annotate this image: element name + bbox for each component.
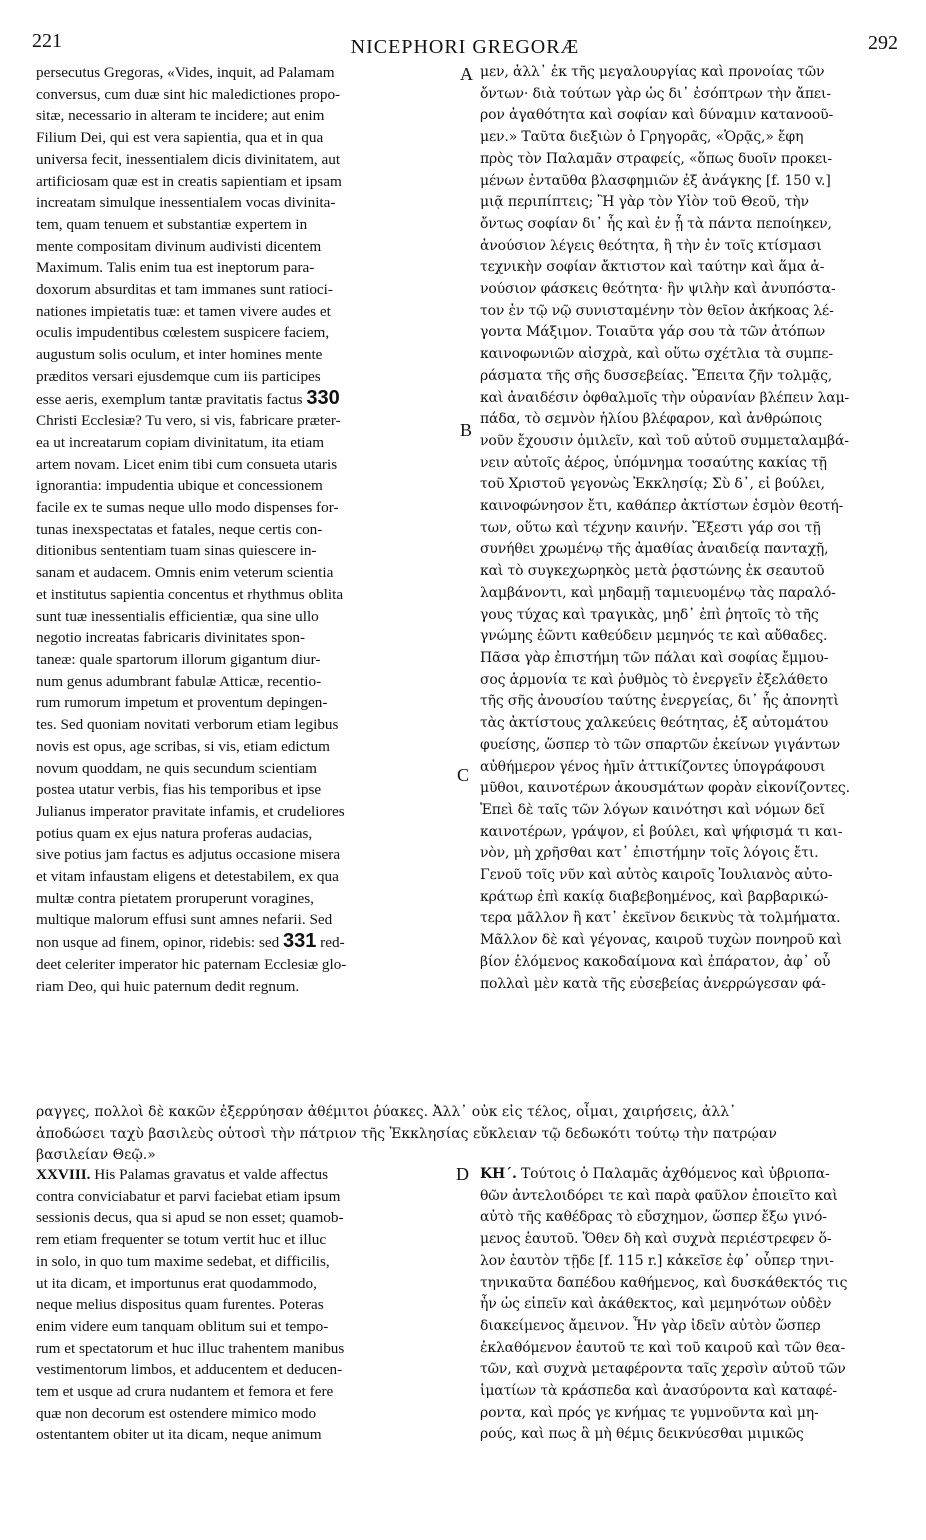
latin-bottom-line: rem etiam frequenter se totum vertit huc et illuc (36, 1231, 327, 1249)
greek-line: νειν αὐτοῖς ἀέρος, ὑπόμνημα τοσαύτης κακίας τῇ (480, 454, 827, 471)
greek-line: τὰς ἀκτίστους χαλκεύεις θεότητας, ἐξ αὐτομάτου (480, 715, 829, 732)
greek-bottom-line: μενος ἑαυτοῦ. Ὅθεν δὴ καὶ συχνὰ περιέστρεφεν ὅ- (480, 1231, 832, 1248)
greek-line: ὄντως σοφίαν δι᾽ ἧς καὶ ἐν ᾗ τὰ πάντα πεποίηκεν, (480, 215, 832, 232)
latin-line: tes. Sed quoniam novitati verborum etiam legibus (36, 716, 339, 734)
latin-line: tunas inexspectatas et fatales, neque certis con- (36, 520, 323, 538)
latin-bottom-line: neque melius dispositus quam furentes. Poteras (36, 1296, 324, 1314)
greek-line: τοῦ Χριστοῦ γεγονὼς Ἐκκλησίᾳ; Σὺ δ᾽, εἰ βούλει, (480, 476, 825, 493)
latin-line: taneæ: quale spartorum illorum gigantum diur- (36, 650, 321, 668)
greek-line: νούσιον φάσκεις θεότητα· ἣν ψιλὴν καὶ ἀνυπόστα- (480, 281, 836, 298)
latin-line: ditionibus sententiam tuam sinas quiescere in- (36, 542, 317, 560)
latin-line: novis est opus, age scribas, si vis, etiam edictum (36, 737, 330, 755)
latin-line: deet celeriter imperator hic paternam Ecclesiæ glo- (36, 955, 347, 973)
greek-line: λαμβάνοντι, καὶ μηδαμῇ ταμιευομένῳ τὰς παραλό- (480, 584, 836, 601)
page-number-left: 221 (32, 30, 62, 52)
greek-line: μένων ἐνταῦθα βλασφημιῶν ἐξ ἀνάγκης [f. 150 v.] (480, 172, 831, 189)
greek-line: τεχνικὴν σοφίαν ἄκτιστον καὶ ταύτην καὶ ἅμα ἀ- (480, 259, 825, 276)
section-number-latin: XXVIII. (36, 1166, 91, 1183)
latin-line: multique malorum effusi sunt amnes nefarii. Sed (36, 911, 333, 929)
greek-line: Ἐπεὶ δὲ ταῖς τῶν λόγων καινότησι καὶ νόμων δεῖ (480, 801, 825, 818)
latin-paragraph-start (36, 1164, 454, 1186)
latin-line: ignorantia: impudentia ubique et concessionem (36, 477, 323, 495)
greek-bottom-line: θῶν ἀντελοιδόρει τε καὶ παρὰ φαῦλον ἐποιεῖτο καὶ (480, 1187, 838, 1204)
latin-line: doxorum absurditas et tam immanes sunt ratioci- (36, 281, 333, 299)
latin-line: riam Deo, qui huic paternum dedit regnum. (36, 977, 300, 995)
latin-line: postea utatur verbis, fias his temporibus et ipse (36, 781, 322, 799)
latin-line: Maximum. Talis enim tua est ineptorum para- (36, 259, 315, 277)
greek-bottom-line: αὐτὸ τῆς καθέδρας τὸ εὔσχημον, ὥσπερ ἔξω γινό- (480, 1209, 827, 1226)
page-header (32, 18, 898, 58)
latin-line: tem, quam tenuem et substantiæ expertem in (36, 215, 308, 233)
latin-line: artem novam. Licet enim tibi cum consueta utaris (36, 455, 338, 473)
latin-line: artificiosam quæ est in creatis sapientiam et ipsam (36, 172, 342, 190)
latin-bottom-line: ut ita dicam, et importunus erat quodammodo, (36, 1274, 317, 1292)
greek-bottom-line: ροντα, καὶ πρός γε κνήμας τε γυμνοῦντα καὶ μη- (480, 1404, 819, 1421)
greek-line: μῦθοι, καινοτέρων ἀκουσμάτων φορὰν εἰκονίζοντες. (480, 780, 850, 797)
latin-bottom-line: contra conviciabatur et parvi faciebat etiam ipsum (36, 1187, 341, 1205)
greek-line: πάδα, τὸ σεμνὸν ἡλίου βλέφαρον, καὶ ἀνθρώποις (480, 411, 822, 428)
latin-line: facile ex te sumas neque ullo modo dispenses for- (36, 499, 339, 517)
latin-line: num genus adumbrant fabulæ Atticæ, recentio- (36, 672, 322, 690)
greek-bottom-line: διακείμενος ἄμεινον. Ἦν γὰρ ἰδεῖν αὐτὸν ὥσπερ (480, 1317, 821, 1334)
margin-letter-b: B (460, 420, 473, 440)
greek-line: γοντα Μάξιμον. Τοιαῦτα γάρ σου τὰ τῶν ἀτόπων (480, 324, 826, 341)
margin-letter-d: D (456, 1164, 469, 1184)
latin-line: et vitam infaustam eligens et detestabilem, ex qua (36, 868, 339, 886)
greek-line: των, οὕτω καὶ τέχνην καινήν. Ἔξεστι γάρ σοι τῇ (480, 519, 821, 536)
latin-bottom-line: sessionis decus, qua si apud se non esset; quamob- (36, 1209, 344, 1227)
greek-line: καινοφώνησον ἔτι, καθάπερ ἀκτίστων ἐσμὸν θεοτή- (480, 498, 844, 515)
greek-bottom-line: ἦν ὡς εἰπεῖν καὶ ἀκάθεκτος, καὶ μεμηνότων οὐδὲν (480, 1296, 832, 1313)
latin-bottom-line: rum et spectatorum et huc illuc trahentem manibus (36, 1339, 345, 1357)
greek-line: φυείσης, ὥσπερ τὸ τῶν σπαρτῶν ἐκείνων γιγάντων (480, 736, 841, 753)
greek-line: πολλαὶ μὲν κατὰ τῆς εὐσεβείας ἀνερρώγεσαν φά- (480, 975, 826, 992)
section-number-greek: ΚΗ΄. (480, 1166, 517, 1182)
latin-line: multæ contra pietatem proruperunt voragines, (36, 889, 314, 907)
latin-bottom-line: vestimentorum limbos, et adducentem et deducen- (36, 1361, 343, 1379)
latin-line: sunt tuæ inessentialis efficientiæ, qua sine ullo (36, 607, 319, 625)
greek-line: Πᾶσα γὰρ ἐπιστήμη τῶν πάλαι καὶ σοφίας ἔμμου- (480, 649, 829, 666)
greek-spanning-lines (36, 1102, 900, 1167)
folio-number-330: 330 (306, 387, 340, 409)
latin-line: increatam simulque inessentialem vocas divinita- (36, 194, 336, 212)
margin-letter-a: A (460, 64, 473, 84)
greek-line: Μᾶλλον δὲ καὶ γέγονας, καιροῦ τυχὼν πονηροῦ καὶ (480, 932, 842, 949)
greek-line: ἀνούσιον λέγεις θεότητα, ἢ τὴν ἐν τοῖς κτίσμασι (480, 237, 822, 254)
greek-line: τον ἐν τῷ νῷ συνισταμένην τὸν θεῖον ἀκήκοας λέ- (480, 302, 834, 319)
latin-line: non usque ad finem, opinor, ridebis: sed (36, 934, 280, 952)
latin-line-with-folio-331 (36, 931, 454, 954)
greek-line: γους τύχας καὶ τραγικὰς, μηδ᾽ ἐπὶ ῥητοῖς τὸ τῆς (480, 606, 819, 623)
latin-line: ea ut increatarum copiam divinitatum, ita etiam (36, 433, 325, 451)
greek-line: ράσματα τῆς σῆς δυσσεβείας. Ἔπειτα ζῆν τολμᾷς, (480, 367, 833, 384)
greek-column-bottom (480, 1164, 898, 1446)
greek-line: τῆς σῆς ἀνουσίου ταύτης ἐνεργείας, δι᾽ ἧς ἀπονητὶ (480, 693, 839, 710)
latin-column-top (36, 62, 454, 997)
greek-line: νὸν, μὴ χρῆσθαι κατ᾽ ἐπιστήμην τοῖς λόγοις ἔτι. (480, 845, 819, 862)
latin-line-tail: red- (320, 934, 345, 952)
greek-line: σος ἁρμονία τε καὶ ῥυθμὸς τὸ ἐνεργεῖν ἐξελάθετο (480, 671, 828, 688)
latin-line: præditos versari ejusdemque cum iis participes (36, 367, 321, 385)
folio-number-331: 331 (283, 931, 317, 953)
latin-line: Julianus imperator pravitate infamis, et crudeliores (36, 802, 345, 820)
greek-line: καὶ ἀναιδέσιν ὀφθαλμοῖς τὴν οὐρανίαν βλέπειν λαμ- (480, 389, 850, 406)
margin-letter-c: C (457, 765, 470, 785)
latin-line: universa fecit, inessentialem dicis divinitatem, aut (36, 150, 341, 168)
latin-line: Filium Dei, qui est vera sapientia, qua et in qua (36, 129, 324, 147)
greek-line: βίον ἑλόμενος κακοδαίμονα καὶ ἐπάρατον, ἀφ᾽ οὗ (480, 953, 831, 970)
latin-bottom-line: His Palamas gravatus et valde affectus (94, 1166, 329, 1183)
running-title: NICEPHORI GREGORÆ (350, 36, 580, 58)
latin-line: nationes impietatis tuæ: et tamen vivere audes et (36, 302, 331, 320)
latin-bottom-line: ostentantem obiter ut ita dicam, neque animum (36, 1426, 322, 1444)
latin-column-bottom (36, 1164, 454, 1446)
greek-line: μεν.» Ταῦτα διεξιὼν ὁ Γρηγορᾶς, «Ὁρᾷς,» ἔφη (480, 129, 804, 146)
latin-line: sive potius jam factus es adjutus occasione misera (36, 846, 341, 864)
greek-spanning-line: ἀποδώσει ταχὺ βασιλεὺς οὑτοσὶ τὴν πάτριον τῆς Ἐκκλησίας εὔκλειαν τῷ δεδωκότι τούτῳ τὴν πατρῴαν (36, 1125, 777, 1142)
latin-line: sitæ, necessario in alteram te incidere; aut enim (36, 107, 325, 125)
greek-line: νοῦν ἔχουσιν ὁμιλεῖν, καὶ τοῦ αὐτοῦ συμμεταλαμβά- (480, 432, 849, 449)
latin-line: esse aeris, exemplum tantæ pravitatis factus (36, 390, 303, 408)
greek-bottom-line: τῶν, καὶ συχνὰ μεταφέροντα ταῖς χερσὶν αὐτοῦ τῶν (480, 1361, 846, 1378)
latin-line: rum rumorum impetum et proventum depingen- (36, 694, 328, 712)
latin-bottom-line: quæ non decorum est ostendere mimico modo (36, 1404, 317, 1422)
latin-line: augustum solis oculum, et inter homines mente (36, 346, 323, 364)
greek-spanning-line: ραγγες, πολλοὶ δὲ κακῶν ἐξερρύησαν ἀθέμιτοι ῥύακες. Ἀλλ᾽ οὐκ εἰς τέλος, οἶμαι, χαιρήσεις, ἀλλ᾽ (36, 1104, 737, 1120)
latin-bottom-line: in solo, in quo tum maxime sedebat, et difficilis, (36, 1252, 330, 1270)
latin-line: potius quam ex ejus natura proferas audacias, (36, 824, 313, 842)
greek-paragraph-start (480, 1164, 898, 1186)
latin-line-with-folio-330 (36, 388, 454, 411)
greek-line: ρον ἀγαθότητα καὶ σοφίαν καὶ δύναμιν κατανοοῦ- (480, 107, 834, 124)
greek-bottom-line: ἱματίων τὰ κράσπεδα καὶ ἀνασύροντα καὶ καταφέ- (480, 1383, 837, 1400)
latin-line: conversus, cum duæ sint hic maledictiones propo- (36, 85, 341, 103)
latin-bottom-line: tem et usque ad crura nudantem et femora et fere (36, 1383, 334, 1401)
greek-bottom-line: τηνικαῦτα δαπέδου καθήμενος, καὶ δυσκάθεκτός τις (480, 1274, 848, 1291)
greek-line: καινοφωνιῶν αἰσχρὰ, καὶ οὕτω σχέτλια τὰ συμπε- (480, 346, 833, 363)
greek-line: αὐθήμερον γένος ἡμῖν ἀττικίζοντες ὑπογράφουσι (480, 758, 826, 775)
greek-bottom-line: ἐκλαθόμενον ἑαυτοῦ τε καὶ τοῦ καιροῦ καὶ τῶν θεα- (480, 1339, 846, 1356)
greek-line: γνώμης ἐῶντι καθεύδειν μεμηνός τε καὶ αὔθαδες. (480, 628, 828, 645)
greek-column-top (480, 62, 898, 995)
greek-line: ὄντων· διὰ τούτων γὰρ ὡς δι᾽ ἐσόπτρων τὴν ἄπει- (480, 85, 831, 102)
greek-line: Γενοῦ τοῖς νῦν καὶ αὐτὸς καιροῖς Ἰουλιανὸς αὐτο- (480, 867, 833, 884)
page-number-right: 292 (868, 32, 898, 54)
latin-line: et institutus sapientia concentus et rhythmus oblita (36, 585, 344, 603)
latin-bottom-line: enim videre eum tanquam oblitum sui et tempo- (36, 1317, 329, 1335)
greek-spanning-line: βασιλείαν Θεῷ.» (36, 1147, 156, 1164)
latin-line: negotio increatas fabricaris divinitates spon- (36, 629, 306, 647)
greek-bottom-line: ρούς, καὶ πως ἃ μὴ θέμις δεικνύεσθαι μιμικῶς (480, 1426, 804, 1443)
greek-line: συνήθει χρωμένῳ τῆς ἀμαθίας ἀναιδείᾳ πανταχῇ, (480, 541, 829, 558)
latin-line: novum quoddam, ne quis secundum scientiam (36, 759, 317, 777)
latin-line: mente compositam divinum audivisti dicentem (36, 237, 322, 255)
greek-line: μεν, ἀλλ᾽ ἐκ τῆς μεγαλουργίας καὶ προνοίας τῶν (480, 64, 825, 80)
latin-line: persecutus Gregoras, «Vides, inquit, ad Palamam (36, 64, 335, 81)
greek-line: καὶ τὸ συγκεχωρηκὸς μετὰ ῥᾳστώνης ἐκ σεαυτοῦ (480, 563, 825, 580)
greek-line: μιᾷ περιπίπτεις; Ἢ γὰρ τὸν Υἱὸν τοῦ Θεοῦ, τὴν (480, 194, 809, 211)
greek-bottom-line: Τούτοις ὁ Παλαμᾶς ἀχθόμενος καὶ ὑβριοπα- (520, 1166, 830, 1182)
latin-line: sanam et audacem. Omnis enim veterum scientia (36, 564, 334, 582)
greek-line: κράτωρ ἐπὶ κακίᾳ διαβεβοημένος, καὶ βαρβαρικώ- (480, 888, 829, 905)
greek-line: τερα μᾶλλον ἢ κατ᾽ ἐκεῖνον δεικνὺς τὰ τολμήματα. (480, 910, 841, 927)
greek-line: καινοτέρων, γράψον, εἰ βούλει, καὶ ψήφισμά τι και- (480, 823, 843, 840)
greek-bottom-line: λον ἑαυτὸν τῇδε [f. 115 r.] κἀκεῖσε ἐφ᾽ οὗπερ τηνι- (480, 1252, 834, 1269)
greek-line: πρὸς τὸν Παλαμᾶν στραφείς, «ὅπως δυοῖν προκει- (480, 150, 832, 167)
latin-line: Christi Ecclesiæ? Tu vero, si vis, fabricare præter- (36, 412, 341, 430)
latin-line: oculis impudentibus cœlestem suspicere faciem, (36, 324, 330, 342)
